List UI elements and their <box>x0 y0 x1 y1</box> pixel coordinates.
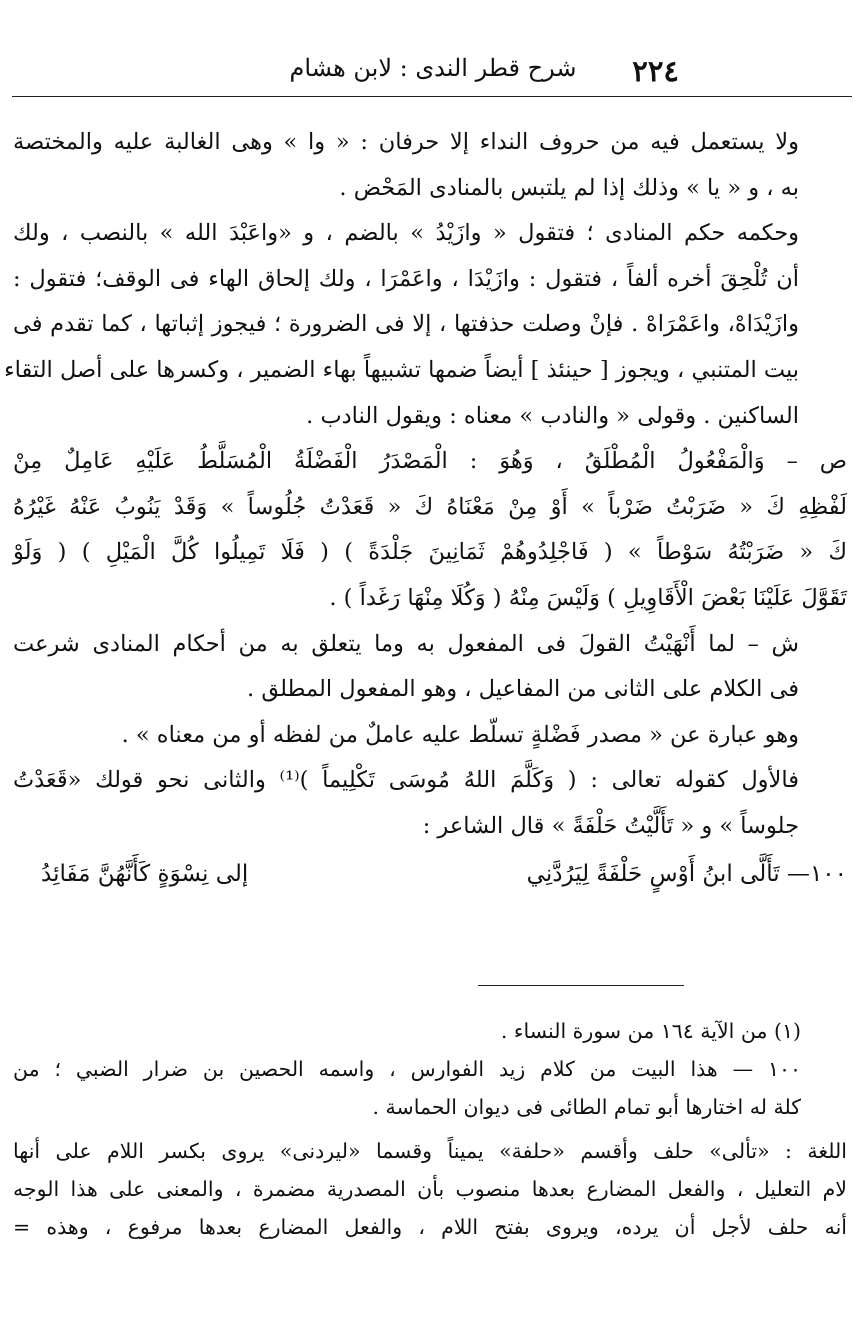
paragraph-matn-maful-mutlaq <box>13 439 847 621</box>
footnote-100 <box>13 1050 847 1126</box>
paragraph-definition <box>13 713 847 759</box>
paragraph-examples <box>13 758 847 849</box>
footnotes <box>13 1012 847 1246</box>
text-line: فالأول كقوله تعالى : ( وَكَلَّمَ اللهُ مُوسَى تَكْلِيماً )⁽¹⁾ والثانى نحو قولك «قَعَدْتُ <box>13 767 799 794</box>
verse-hemistich-2: إلى نِسْوَةٍ كَأَنَّهُنَّ مَفَائِدُ <box>41 860 249 887</box>
paragraph-nida-letters <box>13 120 847 211</box>
text-line: لَفْظِهِ كَ « ضَرَبْتُ ضَرْباً » أَوْ مِنْ مَعْنَاهُ كَ « قَعَدْتُ جُلُوساً » وَقَدْ يَنُوبُ عَنْهُ غَيْرُهُ <box>13 493 847 520</box>
main-text <box>4 120 847 897</box>
page-header <box>12 54 854 94</box>
verse-hemistich-1: تَأَلَّى ابنُ أَوْسٍ حَلْفَةً لِيَرُدَّنِي <box>526 860 780 887</box>
footnote-rule <box>478 985 684 986</box>
footnote-line: ١٠٠ — هذا البيت من كلام زيد الفوارس ، واسمه الحصين بن ضرار الضبي ؛ من <box>13 1057 801 1081</box>
text-line: ش – لما أَنْهَيْتُ القولَ فى المفعول به وما يتعلق به من أحكام المنادى شرعت <box>13 630 799 657</box>
footnote-lugha <box>13 1132 847 1246</box>
text-line: تَقَوَّلَ عَلَيْنَا بَعْضَ الْأَقَاوِيلِ ) وَلَيْسَ مِنْهُ ( وَكُلَا مِنْهَا رَغَداً ) . <box>329 584 847 611</box>
text-line: ص – وَالْمَفْعُولُ الْمُطْلَقُ ، وَهُوَ : الْمَصْدَرُ الْفَضْلَةُ الْمُسَلَّطُ عَلَيْهِ عَامِلٌ مِنْ <box>13 448 847 475</box>
footnote-line: أنه حلف لأجل أن يرده، ويروى بفتح اللام ، والفعل المضارع بعدها مرفوع ، وهذه = <box>13 1215 847 1239</box>
text-line: وازَيْدَاهْ، واعَمْرَاهْ . فإنْ وصلت حذفتها ، إلا فى الضرورة ؛ فيجوز إثباتها ، كما تقدم فى <box>13 311 799 338</box>
text-line: وحكمه حكم المنادى ؛ فتقول « وازَيْدُ » بالضم ، و «واعَبْدَ الله » بالنصب ، ولك <box>13 220 799 247</box>
text-line: فى الكلام على الثانى من المفاعيل ، وهو المفعول المطلق . <box>247 676 799 703</box>
text-line: وهو عبارة عن « مصدر فَضْلةٍ تسلّط عليه عاملٌ من لفظه أو من معناه » . <box>121 721 799 748</box>
paragraph-sharh <box>13 622 847 713</box>
footnote-line: كلة له اختارها أبو تمام الطائى فى ديوان الحماسة . <box>372 1095 801 1119</box>
footnote-line: اللغة : «تألى» حلف وأقسم «حلفة» يميناً وقسما «ليردنى» يروى بكسر اللام على أنها <box>13 1139 847 1163</box>
text-line: به ، و « يا » وذلك إذا لم يلتبس بالمنادى المَحْض . <box>339 174 799 201</box>
running-title: شرح قطر الندى : لابن هشام <box>289 54 577 82</box>
text-line: بيت المتنبي ، ويجوز [ حينئذ ] أيضاً ضمها تشبيهاً بهاء الضمير ، وكسرها على أصل التقاء <box>4 356 799 383</box>
footnote-line: لام التعليل ، والفعل المضارع بعدها منصوب بأن المصدرية مضمرة ، والمعنى على هذا الوجه <box>13 1177 847 1201</box>
page-number: ٢٢٤ <box>632 54 679 88</box>
text-line: أن تُلْحِقَ أخره ألفاً ، فتقول : وازَيْدَا ، واعَمْرَا ، ولك إلحاق الهاء فى الوقف؛ فتقول : <box>13 265 799 292</box>
verse-number: ١٠٠ <box>809 860 847 887</box>
paragraph-nudba-rule <box>4 211 847 439</box>
verse-first-hemistich: ١٠٠— تَأَلَّى ابنُ أَوْسٍ حَلْفَةً لِيَرُدَّنِي <box>526 860 847 887</box>
text-line: الساكنين . وقولى « والنادب » معناه : ويقول النادب . <box>306 402 799 429</box>
poetry-verse <box>13 852 847 898</box>
footnote-1 <box>13 1012 847 1050</box>
text-line: ولا يستعمل فيه من حروف النداء إلا حرفان : « وا » وهى الغالبة عليه والمختصة <box>13 129 799 155</box>
text-line: كَ « ضَرَبْتُهُ سَوْطاً » ( فَاجْلِدُوهُمْ ثَمَانِينَ جَلْدَةً ) ( فَلَا تَمِيلُوا كُلَّ الْمَيْلِ ) ( وَلَوْ <box>13 539 847 566</box>
footnote-line: (١) من الآية ١٦٤ من سورة النساء . <box>500 1019 801 1043</box>
text-line: جلوساً » و « تَأَلَّيْتُ حَلْفَةً » قال الشاعر : <box>422 812 799 839</box>
header-rule <box>12 96 852 97</box>
